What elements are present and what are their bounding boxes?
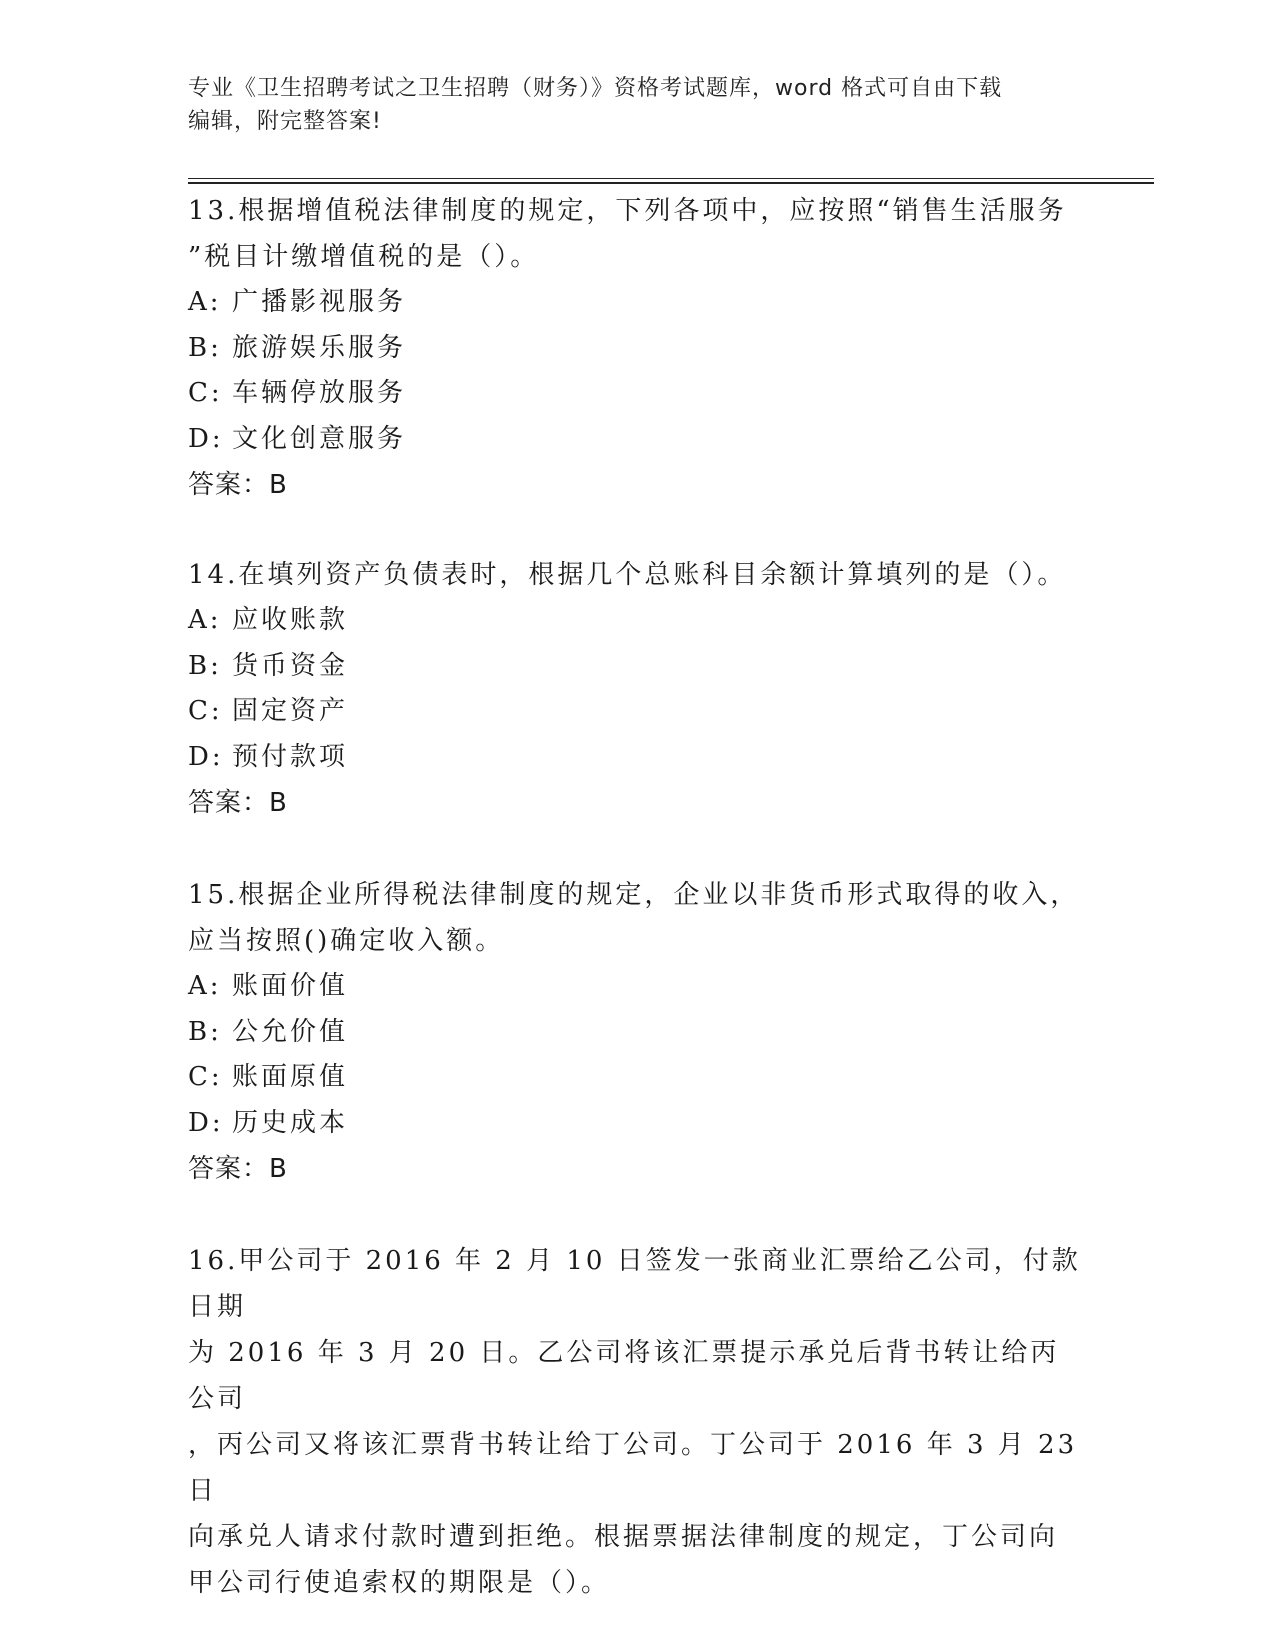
option-letter: C: (188, 696, 223, 726)
header-line-1: 专业《卫生招聘考试之卫生招聘（财务）》资格考试题库，word 格式可自由下载 (188, 76, 1003, 101)
option-text: 账面价值 (232, 971, 349, 1001)
option-c (188, 371, 1088, 417)
option-letter: D: (188, 1107, 224, 1138)
option-text: 账面原值 (232, 1062, 349, 1092)
question-stem-line: ”税目计缴增值税的是（）。 (188, 242, 540, 272)
question-stem-line: 为 2016 年 3 月 20 日。乙公司将该汇票提示承兑后背书转让给丙公司 (188, 1338, 1060, 1414)
option-a (188, 598, 1088, 644)
header-divider-thick (188, 182, 1154, 184)
option-b (188, 1010, 1088, 1056)
option-letter: B: (188, 650, 222, 681)
option-d (188, 735, 1088, 781)
answer-line: 答案：B (188, 470, 288, 500)
option-text: 货币资金 (232, 650, 349, 681)
question-13 (188, 188, 1088, 508)
option-text: 预付款项 (232, 741, 349, 772)
option-letter: B: (188, 1016, 222, 1047)
answer-line: 答案：B (188, 788, 288, 818)
option-text: 文化创意服务 (232, 423, 407, 454)
header-line-2: 编辑，附完整答案! (188, 109, 382, 134)
option-text: 车辆停放服务 (232, 378, 407, 408)
option-a (188, 964, 1088, 1010)
option-letter: B: (188, 332, 222, 363)
option-text: 公允价值 (232, 1016, 349, 1047)
option-text: 广播影视服务 (232, 287, 407, 317)
option-letter: D: (188, 741, 224, 772)
document-header (188, 72, 1068, 138)
option-text: 旅游娱乐服务 (232, 332, 407, 363)
question-stem-line: 甲公司行使追索权的期限是（）。 (188, 1568, 611, 1598)
option-c (188, 1055, 1088, 1101)
question-stem-line: 向承兑人请求付款时遭到拒绝。根据票据法律制度的规定，丁公司向 (188, 1522, 1059, 1552)
option-text: 固定资产 (232, 696, 349, 726)
option-letter: A: (188, 605, 222, 635)
question-stem-line: 14.在填列资产负债表时，根据几个总账科目余额计算填列的是（）。 (188, 560, 1067, 590)
option-letter: A: (188, 971, 222, 1001)
option-b (188, 326, 1088, 372)
option-letter: D: (188, 423, 224, 454)
option-a (188, 280, 1088, 326)
option-d (188, 1101, 1088, 1147)
question-stem-line: 13.根据增值税法律制度的规定，下列各项中，应按照“销售生活服务 (188, 196, 1067, 226)
option-b (188, 644, 1088, 690)
question-stem-line: 15.根据企业所得税法律制度的规定，企业以非货币形式取得的收入， (188, 880, 1080, 910)
option-c (188, 689, 1088, 735)
option-text: 应收账款 (232, 605, 349, 635)
question-14 (188, 552, 1088, 826)
option-d (188, 417, 1088, 463)
question-stem-line: 16.甲公司于 2016 年 2 月 10 日签发一张商业汇票给乙公司，付款日期 (188, 1246, 1081, 1322)
option-text: 历史成本 (232, 1107, 349, 1138)
option-letter: A: (188, 287, 222, 317)
option-letter: C: (188, 1062, 223, 1092)
question-15 (188, 872, 1088, 1192)
answer-line: 答案：B (188, 1154, 288, 1184)
question-stem-line: 应当按照()确定收入额。 (188, 926, 505, 956)
option-letter: C: (188, 378, 223, 408)
question-stem-line: ，丙公司又将该汇票背书转让给丁公司。丁公司于 2016 年 3 月 23 日 (188, 1430, 1078, 1506)
question-16 (188, 1238, 1088, 1606)
header-divider-thin (188, 178, 1154, 179)
